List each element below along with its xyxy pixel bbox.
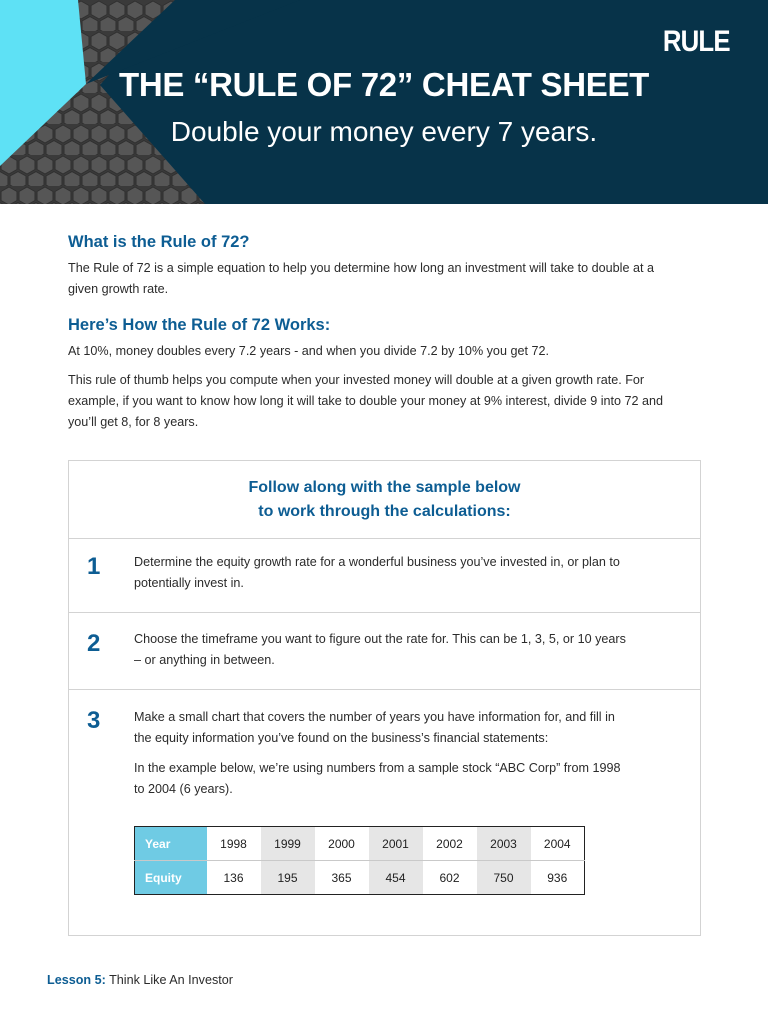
- table-cell: 936: [547, 870, 568, 885]
- table-cell: 2000: [315, 827, 369, 861]
- table-row: [135, 861, 585, 895]
- table-cell: 454: [369, 861, 423, 895]
- step-number: 1: [87, 553, 101, 580]
- row-label-year: Year: [135, 827, 207, 861]
- footer-title: Think Like An Investor: [109, 973, 233, 987]
- paragraph-how-2: This rule of thumb helps you compute when your invested money will double at a given growth rate. For example, if you want to know how long it will take to double your money at 9% interest, divide 9 into 72 and you’ll get 8, for 8 years.: [68, 373, 664, 429]
- page-title: THE “RULE OF 72” CHEAT SHEET: [118, 66, 650, 103]
- table-cell: 2004: [531, 827, 585, 861]
- step-text: Make a small chart that covers the number of years you have information for, and fill in the equity information you’ve found on the business’s financial statements:: [134, 710, 615, 745]
- table-cell: 2002: [423, 827, 477, 861]
- table-cell: 365: [331, 870, 352, 885]
- box-heading: [69, 461, 700, 539]
- table-cell: 750: [477, 861, 531, 895]
- paragraph-how-1: At 10%, money doubles every 7.2 years - and when you divide 7.2 by 10% you get 72.: [68, 344, 549, 358]
- header-banner: [0, 0, 768, 204]
- table-cell: 2001: [369, 827, 423, 861]
- step-2: [69, 613, 700, 690]
- table-cell: 1999: [261, 827, 315, 861]
- box-heading-line2: to work through the calculations:: [258, 503, 511, 520]
- rule-logo: RULE: [663, 25, 730, 58]
- table-cell: 2003: [477, 827, 531, 861]
- step-text-example: In the example below, we’re using numbers from a sample stock “ABC Corp” from 1998 to 2004 (6 years).: [134, 761, 621, 796]
- step-1: [69, 539, 700, 613]
- paragraph-what-is: The Rule of 72 is a simple equation to help you determine how long an investment will take to double at a given growth rate.: [68, 261, 654, 296]
- table-cell: 602: [439, 870, 460, 885]
- table-cell: 136: [223, 870, 244, 885]
- page-subtitle: Double your money every 7 years.: [170, 116, 598, 147]
- step-3: [69, 690, 700, 936]
- row-label-equity: Equity: [135, 861, 207, 895]
- table-cell: 1998: [207, 827, 261, 861]
- heading-how-it-works: Here’s How the Rule of 72 Works:: [68, 316, 331, 334]
- table-cell: 195: [261, 861, 315, 895]
- step-text: Determine the equity growth rate for a wonderful business you’ve invested in, or plan to potentially invest in.: [134, 555, 620, 590]
- sample-box: [68, 460, 701, 936]
- step-number: 2: [87, 630, 101, 657]
- footer-lesson: Lesson 5:: [47, 973, 106, 987]
- heading-what-is: What is the Rule of 72?: [68, 233, 250, 251]
- equity-table: [134, 826, 585, 895]
- step-number: 3: [87, 707, 101, 734]
- box-heading-line1: Follow along with the sample below: [248, 479, 521, 496]
- footer: [47, 973, 233, 987]
- step-text: Choose the timeframe you want to figure out the rate for. This can be 1, 3, 5, or 10 years – or anything in between.: [134, 632, 626, 667]
- table-row: [135, 827, 585, 861]
